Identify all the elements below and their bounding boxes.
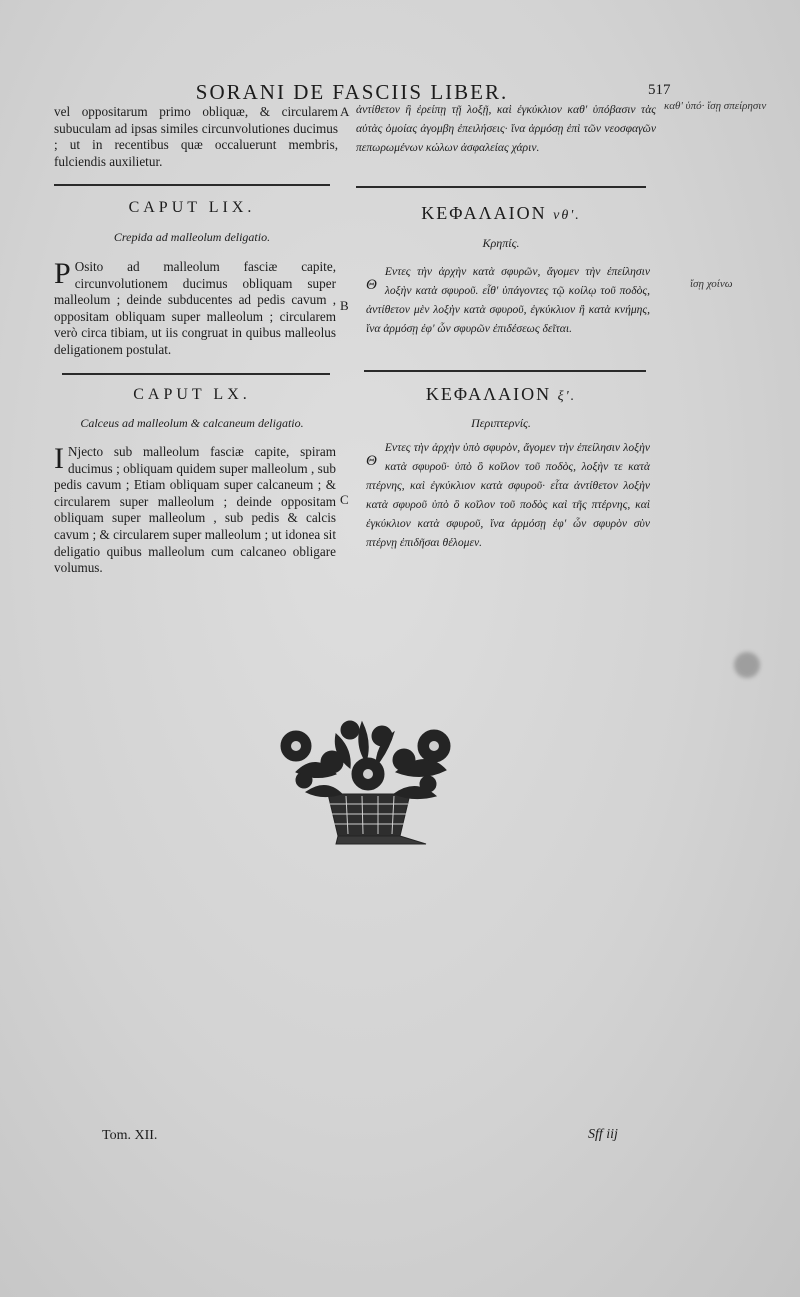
footer-signature: Sff iij xyxy=(588,1127,618,1142)
side-letter-a: A xyxy=(340,104,350,119)
kephalaion-59-body xyxy=(366,262,650,338)
running-head: SORANI DE FASCIIS LIBER. xyxy=(195,80,509,104)
kephalaion-60-label: ΚΕΦΑΛΑΙΟΝ xyxy=(425,384,552,404)
kephalaion-60-title xyxy=(356,384,646,405)
kephalaion-60-number: ξ'. xyxy=(557,389,577,404)
side-letter-b: B xyxy=(340,298,349,313)
greek-initial: Θ xyxy=(366,453,377,469)
kephalaion-59-number: νθ'. xyxy=(553,208,581,223)
caput-59-title: CAPUT LIX. xyxy=(128,199,256,216)
caput-59-subtitle: Crepida ad malleolum deligatio. xyxy=(113,230,271,244)
dropcap: P xyxy=(54,257,71,290)
caput-59-text: Osito ad malleolum fasciæ capite, circunvolutionem ducimus obliquam super malleolum ; deinde subducentes ad pedis cavum , oppositam obliquam super malleolum ; circularem verò circa tibiam, ut iis congruat in quibus malleolus deligationem postulat. xyxy=(54,259,336,357)
side-letter-c: C xyxy=(340,492,349,507)
caput-60-title: CAPUT LX. xyxy=(133,386,251,403)
kephalaion-59-label: ΚΕΦΑΛΑΙΟΝ xyxy=(421,203,547,223)
greek-continuation: ἀντίθετον ἢ ἐρείπῃ τῇ λοξῇ, καὶ ἐγκύκλιον καθ' ὑπόβασιν τὰς αὐτὰς ὁμοίας ἀγομβη ἐπειλήσεις· ἵνα ἁρμόσῃ ἐπὶ τῶν νεοσφαγῶν πεπωρωμένων κώλων ἀσφαλείας χάριν. xyxy=(356,103,656,154)
kephalaion-59-title xyxy=(356,203,646,224)
kephalaion-60-body xyxy=(366,438,650,552)
flower-basket-ornament xyxy=(276,712,458,846)
rule xyxy=(54,184,330,186)
kephalaion-60-subtitle: Περιπτερνίς. xyxy=(471,416,531,430)
kephalaion-59-text: Εντες τὴν ἀρχὴν κατὰ σφυρῶν, ἄγομεν τὴν ἐπείλησιν λοξὴν κατὰ σφυροῦ. εἶθ' ὑπάγοντες τῷ κοίλῳ τοῦ ποδὸς, ἀντίθετον μὲν λοξὴν κατὰ σφυροῦ, ἐγκύκλιον ἢ κατὰ κνήμης, ἵνα ἁρμόσῃ ἐφ' ὧν σφυρῶν ἐπιδέσεως δεῖται. xyxy=(366,265,650,335)
caput-60-subtitle: Calceus ad malleolum & calcaneum deligatio. xyxy=(80,416,304,430)
rule xyxy=(356,186,646,188)
caput-59-body xyxy=(54,259,336,359)
caput-60-body xyxy=(54,444,336,577)
rule xyxy=(62,373,330,375)
page-number: 517 xyxy=(648,82,671,98)
kephalaion-59-subtitle: Κρηπίς. xyxy=(482,236,520,250)
margin-note-top: καθ' ὑπό· ἴσῃ σπείρησιν xyxy=(664,100,767,112)
caput-60-text: Njecto sub malleolum fasciæ capite, spiram ducimus ; obliquam quidem super malleolum , sub pedis cavum ; Etiam obliquam super calcaneum ; & circularem super malleolum ; deinde oppositam obliquam super malleolum , sub pedis & calcis cavum ; & circularem super malleolum ; ut idonea sit deligatio quibus malleolum cum calcaneo obligare volumus. xyxy=(54,444,336,576)
paper-stain xyxy=(734,652,760,678)
footer-volume: Tom. XII. xyxy=(102,1128,158,1143)
dropcap: I xyxy=(54,442,64,475)
greek-initial: Θ xyxy=(366,277,377,293)
margin-note-mid: ἴσῃ χοίνω xyxy=(690,278,733,290)
kephalaion-60-text: Εντες τὴν ἀρχὴν ὑπὸ σφυρὸν, ἄγομεν τὴν ἐπείλησιν λοξὴν κατὰ σφυροῦ· ὑπὸ ὃ κοῖλον τοῦ ποδὸς, λοξὴν τε κατὰ πτέρνης, καὶ ἐγκύκλιον κατὰ σφυροῦ· εἶτα ἀντίθετον λοξὴν κατὰ σφυροῦ ὑπὸ ὃ κοῖλον τοῦ ποδὸς καὶ τῆς πτέρνης, καὶ ἐγκύκλιον κατὰ σφυροῦ, ἵνα ἁρμόσῃ ἐφ' ὧν σφυρὸν σὺν πτέρνῃ ἐπιδῆσαι θέλομεν. xyxy=(366,441,650,549)
latin-continuation: vel oppositarum primo obliquæ, & circularem subuculam ad ipsas similes circunvolutiones ducimus ; ut in recentibus quæ occaluerunt membris, fulciendis auxilietur. xyxy=(54,104,338,169)
rule xyxy=(364,370,646,372)
